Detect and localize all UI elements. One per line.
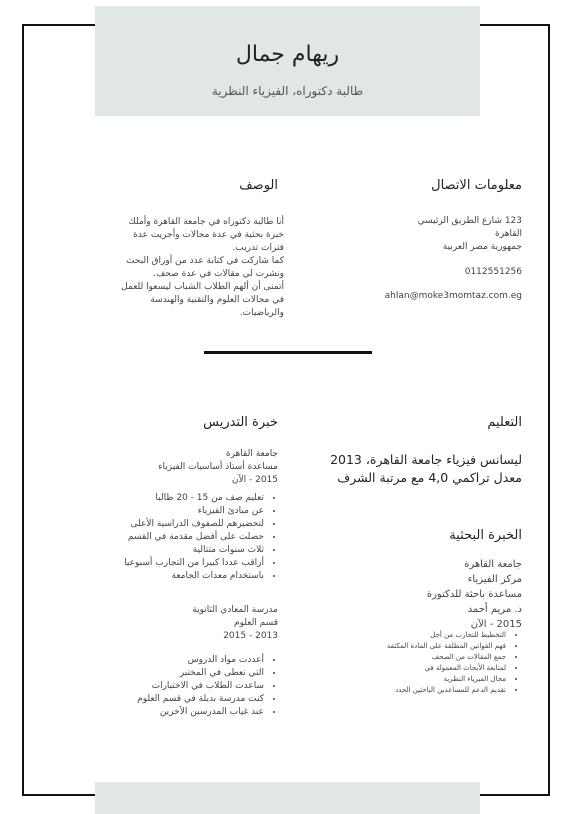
list-item: • كنت مدرسة بديلة في قسم العلوم: [137, 693, 264, 706]
description-paragraph: أتمنى أن ألهم الطلاب الشباب ليسعوا للعمل في مجالات العلوم والتقنية والهندسة والرياضيات.: [121, 282, 284, 318]
address-line: القاهرة: [495, 229, 522, 239]
contact-phone: 0112551256: [464, 267, 522, 277]
education-details: [330, 451, 522, 487]
teaching-line: 2015 - الآن: [231, 475, 278, 485]
list-item: • لتحضيرهم للصفوف الدراسية الأعلى: [124, 518, 264, 531]
teaching-heading: خبرة التدريس: [203, 415, 278, 430]
list-item: • باستخدام معدات الجامعة: [124, 570, 264, 583]
footer-banner: [95, 782, 480, 814]
list-item: • لمتابعة الأبحاث المعمولة في: [387, 663, 506, 674]
education-line: معدل تراكمي 4,0 مع مرتبة الشرف: [337, 470, 522, 485]
address-line: جمهورية مصر العربية: [442, 242, 522, 252]
research-line: 2015 - الآن: [470, 619, 522, 630]
description-paragraph: كما شاركت في كتابة عدد من أوراق البحث ونشرت لي مقالات في عدة صحف.: [126, 256, 284, 279]
research-heading: الخبرة البحثية: [449, 528, 522, 543]
section-divider: [204, 351, 372, 354]
list-item: • ثلاث سنوات متتالية: [124, 544, 264, 557]
list-item: • ساعدت الطلاب في الاختبارات: [137, 680, 264, 693]
list-item: • عن مبادئ الفيزياء: [124, 505, 264, 518]
research-details: [427, 557, 522, 632]
teaching-line: مدرسة المعادي الثانوية: [192, 605, 278, 615]
list-item: • أعددت مواد الدروس: [137, 654, 264, 667]
description-paragraph: أنا طالبة دكتوراه في جامعة القاهرة وأملك خبرة بحثية في عدة مجالات وأجريت عدة فترات تدريب.: [128, 217, 284, 253]
list-item: • مجال الفيزياء النظرية: [387, 674, 506, 685]
person-title: طالبة دكتوراه، الفيزياء النظرية: [211, 84, 364, 98]
research-line: مساعدة باحثة للدكتورة: [426, 589, 522, 600]
description-text: [116, 216, 284, 320]
list-item: • عند غياب المدرسين الآخرين: [137, 706, 264, 719]
list-item: • أراقب عددا كبيرا من التجارب أسبوعيا: [124, 557, 264, 570]
list-item: • جمع المقالات من الصحف: [387, 652, 506, 663]
teaching-job-2-bullets: [137, 654, 274, 719]
research-bullets: [387, 630, 516, 696]
list-item: • التخطيط للتجارب من أجل: [387, 630, 506, 641]
contact-address: [418, 215, 522, 254]
teaching-line: مساعدة أستاذ أساسيات الفيزياء: [158, 462, 278, 472]
list-item: • تقديم الدعم للمساعدين الباحثين الجدد: [387, 685, 506, 696]
education-heading: التعليم: [487, 415, 522, 430]
teaching-line: قسم العلوم: [234, 618, 278, 628]
research-line: مركز الفيزياء: [467, 574, 522, 585]
address-line: 123 شارع الطريق الرئيسي: [417, 216, 522, 226]
teaching-job-2: [192, 604, 278, 643]
teaching-job-1: [158, 448, 278, 487]
list-item: • التي تعطى في المختبر: [137, 667, 264, 680]
teaching-job-1-bullets: [124, 492, 274, 583]
description-heading: الوصف: [239, 178, 278, 193]
education-line: ليسانس فيزياء جامعة القاهرة، 2013: [330, 452, 522, 467]
contact-email[interactable]: ahlan@moke3momtaz.com.eg: [384, 291, 522, 301]
list-item: • تعليم صف من 15 - 20 طالبا: [124, 492, 264, 505]
list-item: • حصلت على أفضل مقدمة في القسم: [124, 531, 264, 544]
research-line: د. مريم أحمد: [467, 604, 522, 615]
teaching-line: 2013 - 2015: [223, 631, 278, 641]
list-item: • فهم القوانين المطلقة على المادة المكثفة: [387, 641, 506, 652]
header-banner: [95, 6, 480, 116]
teaching-line: جامعة القاهرة: [225, 449, 278, 459]
person-name: ريهام جمال: [235, 42, 340, 67]
contact-heading: معلومات الاتصال: [431, 178, 522, 193]
research-line: جامعة القاهرة: [464, 559, 522, 570]
